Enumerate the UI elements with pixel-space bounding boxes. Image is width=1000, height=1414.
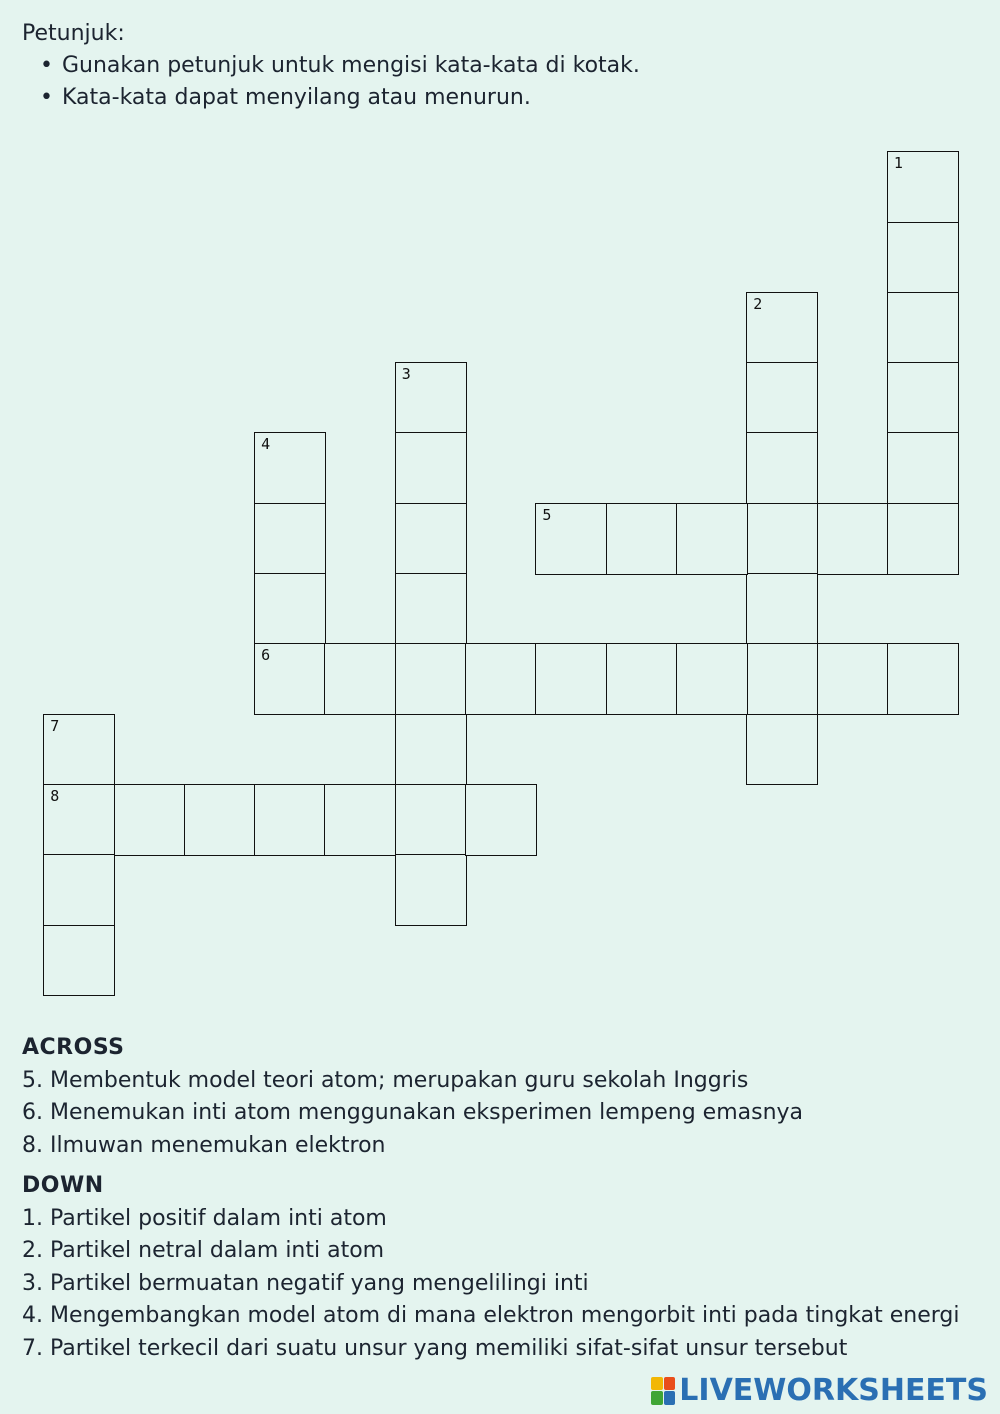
- crossword-cell[interactable]: [887, 151, 959, 223]
- clue-across-6: 6. Menemukan inti atom menggunakan eksperimen lempeng emasnya: [22, 1100, 804, 1125]
- crossword-cell[interactable]: [254, 573, 326, 645]
- crossword-cell-input[interactable]: [888, 504, 962, 576]
- crossword-cell-input[interactable]: [396, 855, 470, 927]
- clue-down-2: 2. Partikel netral dalam inti atom: [22, 1238, 385, 1263]
- crossword-cell[interactable]: [606, 503, 678, 575]
- crossword-cell[interactable]: [43, 925, 115, 997]
- crossword-cell[interactable]: [887, 222, 959, 294]
- watermark-text: LIVEWORKSHEETS: [679, 1373, 988, 1408]
- crossword-cell[interactable]: [395, 432, 467, 504]
- clue-across-5: 5. Membentuk model teori atom; merupakan guru sekolah Inggris: [22, 1067, 749, 1093]
- crossword-cell[interactable]: [535, 643, 607, 715]
- crossword-cell[interactable]: [395, 643, 467, 715]
- crossword-cell-input[interactable]: [396, 715, 470, 787]
- crossword-cell-input[interactable]: [396, 574, 470, 646]
- crossword-cell[interactable]: [887, 643, 959, 715]
- crossword-cell-input[interactable]: [888, 363, 962, 435]
- crossword-cell-input[interactable]: [255, 574, 329, 646]
- crossword-cell-input[interactable]: [255, 785, 329, 857]
- crossword-cell-input[interactable]: [396, 433, 470, 505]
- clue-down-1: 1. Partikel positif dalam inti atom: [22, 1205, 387, 1231]
- liveworksheets-logo-icon: [651, 1377, 675, 1405]
- clue-down-4: 4. Mengembangkan model atom di mana elektron mengorbit inti pada tingkat energi: [22, 1303, 960, 1328]
- crossword-cell-input[interactable]: [747, 715, 821, 787]
- crossword-cell-input[interactable]: [888, 293, 962, 365]
- crossword-cell[interactable]: [887, 362, 959, 434]
- crossword-cell[interactable]: [114, 784, 186, 856]
- crossword-cell-input[interactable]: [325, 644, 399, 716]
- crossword-cell[interactable]: [746, 573, 818, 645]
- crossword-cell-input[interactable]: [818, 644, 892, 716]
- crossword-cell[interactable]: [43, 784, 115, 856]
- crossword-cell[interactable]: [606, 643, 678, 715]
- crossword-cell[interactable]: [254, 432, 326, 504]
- crossword-cell-input[interactable]: [466, 644, 540, 716]
- crossword-cell-input[interactable]: [255, 644, 329, 716]
- crossword-cell-input[interactable]: [44, 785, 118, 857]
- crossword-cell-input[interactable]: [888, 152, 962, 224]
- crossword-cell-input[interactable]: [325, 785, 399, 857]
- crossword-cell[interactable]: [324, 643, 396, 715]
- crossword-cell-input[interactable]: [747, 574, 821, 646]
- crossword-cell[interactable]: [395, 362, 467, 434]
- crossword-cell-input[interactable]: [466, 785, 540, 857]
- clue-across-8: 8. Ilmuwan menemukan elektron: [22, 1132, 386, 1158]
- crossword-cell-input[interactable]: [396, 785, 470, 857]
- crossword-cell[interactable]: [254, 784, 326, 856]
- crossword-cell-input[interactable]: [747, 363, 821, 435]
- across-heading: ACROSS: [22, 1035, 125, 1060]
- crossword-cell-input[interactable]: [677, 644, 751, 716]
- crossword-cell-input[interactable]: [44, 855, 118, 927]
- crossword-cell[interactable]: [395, 854, 467, 926]
- clue-number: 6: [261, 646, 271, 665]
- crossword-cell-input[interactable]: [44, 715, 118, 787]
- crossword-cell[interactable]: [676, 503, 748, 575]
- crossword-cell[interactable]: [465, 784, 537, 856]
- crossword-cell-input[interactable]: [888, 433, 962, 505]
- instruction-item: • Kata-kata dapat menyilang atau menurun.: [62, 82, 640, 114]
- instruction-item: • Gunakan petunjuk untuk mengisi kata-kata di kotak.: [62, 50, 640, 82]
- crossword-cell[interactable]: [887, 503, 959, 575]
- clue-number: 5: [542, 505, 552, 524]
- clue-number: 4: [261, 435, 271, 454]
- clue-number: 8: [50, 786, 60, 805]
- instructions-title: Petunjuk:: [22, 21, 125, 46]
- crossword-cell-input[interactable]: [396, 504, 470, 576]
- crossword-cell[interactable]: [746, 362, 818, 434]
- crossword-cell-input[interactable]: [607, 504, 681, 576]
- clue-number: 2: [753, 294, 763, 313]
- crossword-cell[interactable]: [324, 784, 396, 856]
- crossword-cell-input[interactable]: [255, 504, 329, 576]
- crossword-cell[interactable]: [746, 503, 818, 575]
- crossword-cell[interactable]: [395, 714, 467, 786]
- crossword-cell[interactable]: [395, 784, 467, 856]
- crossword-cell[interactable]: [746, 714, 818, 786]
- crossword-cell[interactable]: [43, 854, 115, 926]
- crossword-cell[interactable]: [746, 643, 818, 715]
- crossword-cell[interactable]: [676, 643, 748, 715]
- crossword-cell[interactable]: [465, 643, 537, 715]
- watermark: [651, 1373, 988, 1408]
- crossword-cell-input[interactable]: [44, 926, 118, 998]
- crossword-cell-input[interactable]: [255, 433, 329, 505]
- crossword-cell-input[interactable]: [747, 504, 821, 576]
- down-heading: DOWN: [22, 1173, 104, 1198]
- crossword-cell-input[interactable]: [818, 504, 892, 576]
- crossword-cell[interactable]: [746, 432, 818, 504]
- crossword-cell-input[interactable]: [747, 293, 821, 365]
- crossword-cell-input[interactable]: [536, 504, 610, 576]
- crossword-cell-input[interactable]: [115, 785, 189, 857]
- crossword-cell-input[interactable]: [677, 504, 751, 576]
- crossword-cell[interactable]: [535, 503, 607, 575]
- clue-down-7: 7. Partikel terkecil dari suatu unsur yang memiliki sifat-sifat unsur tersebut: [22, 1335, 848, 1361]
- crossword-cell-input[interactable]: [185, 785, 259, 857]
- crossword-cell[interactable]: [887, 292, 959, 364]
- crossword-cell-input[interactable]: [888, 644, 962, 716]
- clues: [22, 1026, 980, 1365]
- clue-down-3: 3. Partikel bermuatan negatif yang mengelilingi inti: [22, 1270, 589, 1296]
- clue-number: 1: [893, 154, 903, 173]
- crossword-cell-input[interactable]: [747, 433, 821, 505]
- crossword-cell-input[interactable]: [888, 223, 962, 295]
- crossword-cell-input[interactable]: [396, 363, 470, 435]
- crossword-cell[interactable]: [254, 643, 326, 715]
- crossword-cell-input[interactable]: [747, 644, 821, 716]
- clue-number: 3: [401, 365, 411, 384]
- crossword-cell[interactable]: [184, 784, 256, 856]
- crossword-cell[interactable]: [817, 643, 889, 715]
- crossword-cell[interactable]: [395, 573, 467, 645]
- crossword-cell-input[interactable]: [536, 644, 610, 716]
- crossword-cell[interactable]: [395, 503, 467, 575]
- crossword-cell[interactable]: [817, 503, 889, 575]
- crossword-cell[interactable]: [746, 292, 818, 364]
- crossword-cell[interactable]: [254, 503, 326, 575]
- crossword-cell[interactable]: [43, 714, 115, 786]
- crossword-cell-input[interactable]: [396, 644, 470, 716]
- crossword-cell[interactable]: [887, 432, 959, 504]
- clue-number: 7: [50, 716, 60, 735]
- crossword-cell-input[interactable]: [607, 644, 681, 716]
